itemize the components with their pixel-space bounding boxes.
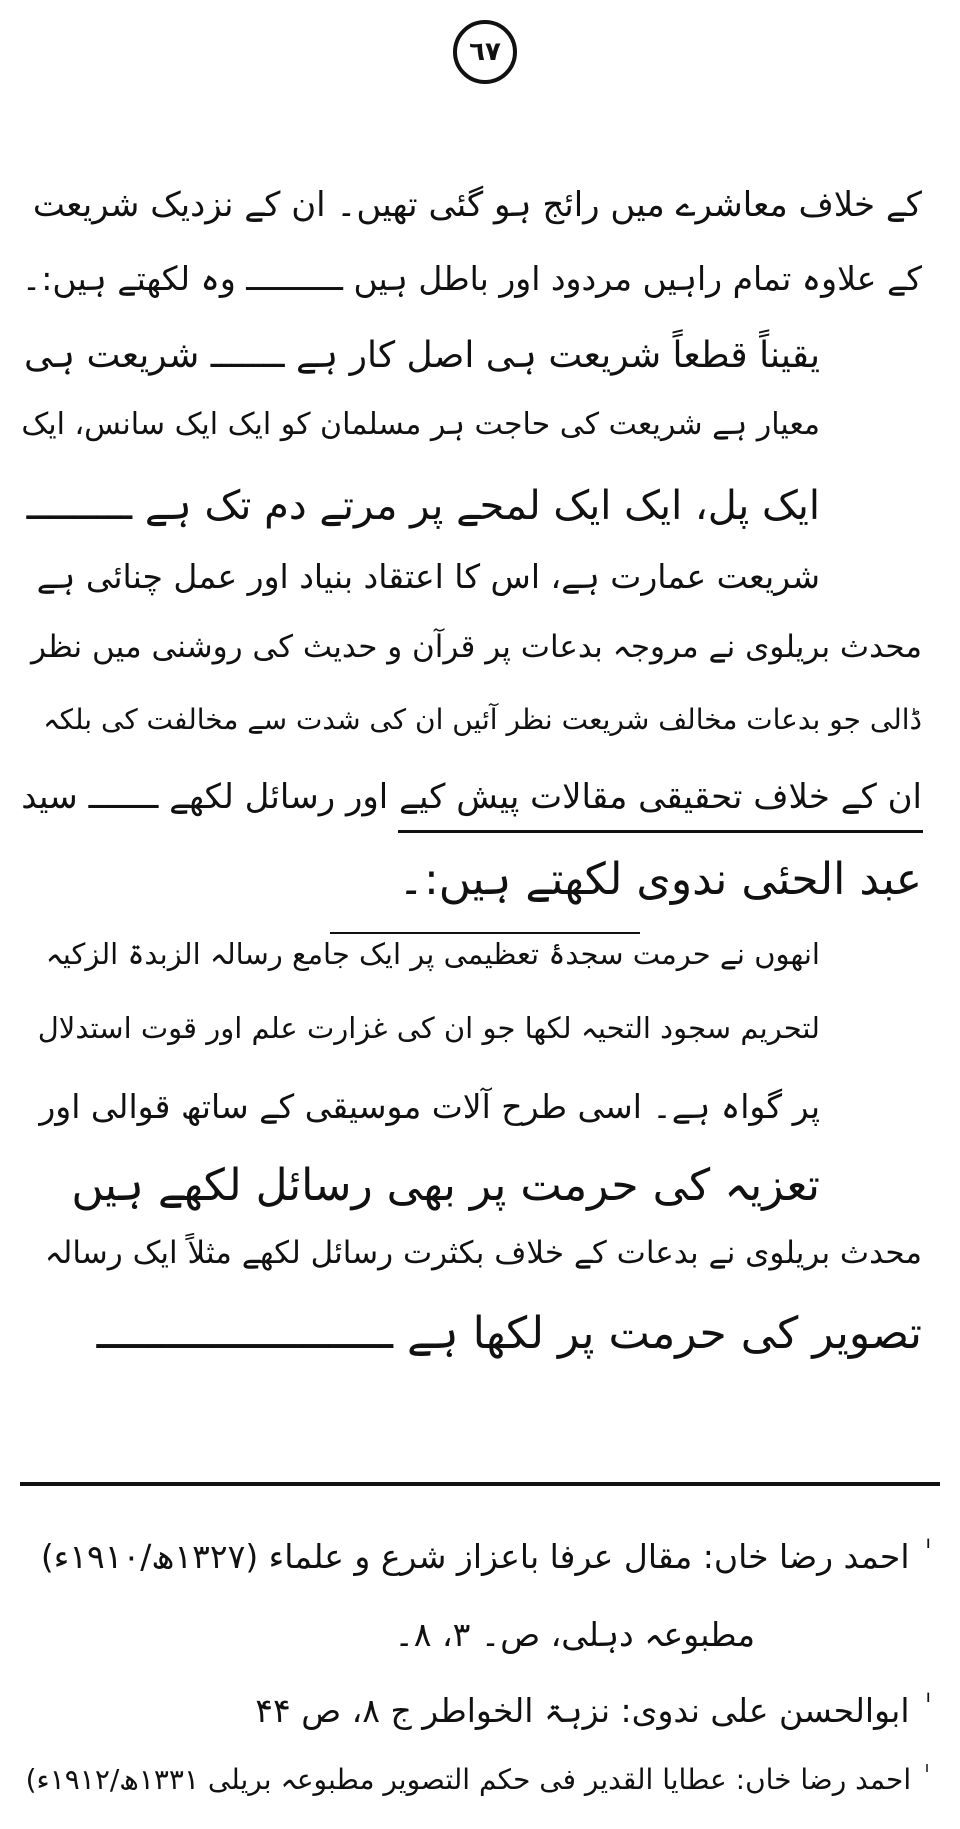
- footnote-separator: [20, 1482, 940, 1486]
- body-line: عبد الحئی ندوی لکھتے ہیں:۔: [398, 854, 922, 905]
- quote-line: شریعت عمارت ہے، اس کا اعتقاد بنیاد اور عمل چنائی ہے: [36, 557, 820, 596]
- quote-line: تعزیہ کی حرمت پر بھی رسائل لکھے ہیں: [71, 1160, 820, 1211]
- quote-line: انھوں نے حرمت سجدۂ تعظیمی پر ایک جامع رسالہ الزبدۃ الزکیہ: [45, 937, 820, 971]
- quote-line: ایک پل، ایک ایک لمحے پر مرتے دم تک ہے ـــــــــ: [26, 483, 820, 529]
- footnote: ٰ احمد رضا خاں: مقال عرفا باعزاز شرع و علماء (۱۳۲۷ھ/۱۹۱۰ء): [40, 1537, 920, 1576]
- footnote: مطبوعہ دہلی، ص۔ ۳، ۸۔: [394, 1615, 755, 1654]
- body-line: محدث بریلوی نے بدعات کے خلاف بکثرت رسائل لکھے مثلاً ایک رسالہ: [44, 1235, 922, 1271]
- underline: [398, 830, 923, 833]
- overline: [330, 932, 640, 934]
- footnote: ٰ احمد رضا خاں: عطایا القدیر فی حکم التصویر مطبوعہ بریلی ۱۳۳۱ھ/۱۹۱۲ء): [25, 1763, 920, 1796]
- body-line: کے علاوہ تمام راہیں مردود اور باطل ہیں ــــــــــ وہ لکھتے ہیں:۔: [21, 259, 922, 298]
- quote-line: پر گواہ ہے۔ اسی طرح آلات موسیقی کے ساتھ قوالی اور: [39, 1087, 820, 1126]
- footnote: ٰ ابوالحسن علی ندوی: نزہۃ الخواطر ج ۸، ص ۴۴: [255, 1691, 920, 1730]
- quote-line: لتحریم سجود التحیہ لکھا جو ان کی غزارت علم اور قوت استدلال: [37, 1011, 820, 1045]
- body-line: محدث بریلوی نے مروجہ بدعات پر قرآن و حدیث کی روشنی میں نظر: [31, 629, 922, 665]
- body-line: تصویر کی حرمت پر لکھا ہے ـــــــــــــــــــــــ: [96, 1308, 922, 1359]
- quote-line: یقیناً قطعاً شریعت ہی اصل کار ہے ـــــــ شریعت ہی: [23, 335, 820, 376]
- quote-line: معیار ہے شریعت کی حاجت ہر مسلمان کو ایک ایک سانس، ایک: [21, 407, 820, 442]
- body-line: ان کے خلاف تحقیقی مقالات پیش کیے اور رسائل لکھے ـــــــ سید: [21, 777, 922, 817]
- body-line: ڈالی جو بدعات مخالف شریعت نظر آئیں ان کی شدت سے مخالفت کی بلکہ: [43, 703, 922, 736]
- body-line: کے خلاف معاشرے میں رائج ہو گئی تھیں۔ ان کے نزدیک شریعت: [32, 185, 922, 225]
- page-number: ٦٧: [453, 20, 517, 84]
